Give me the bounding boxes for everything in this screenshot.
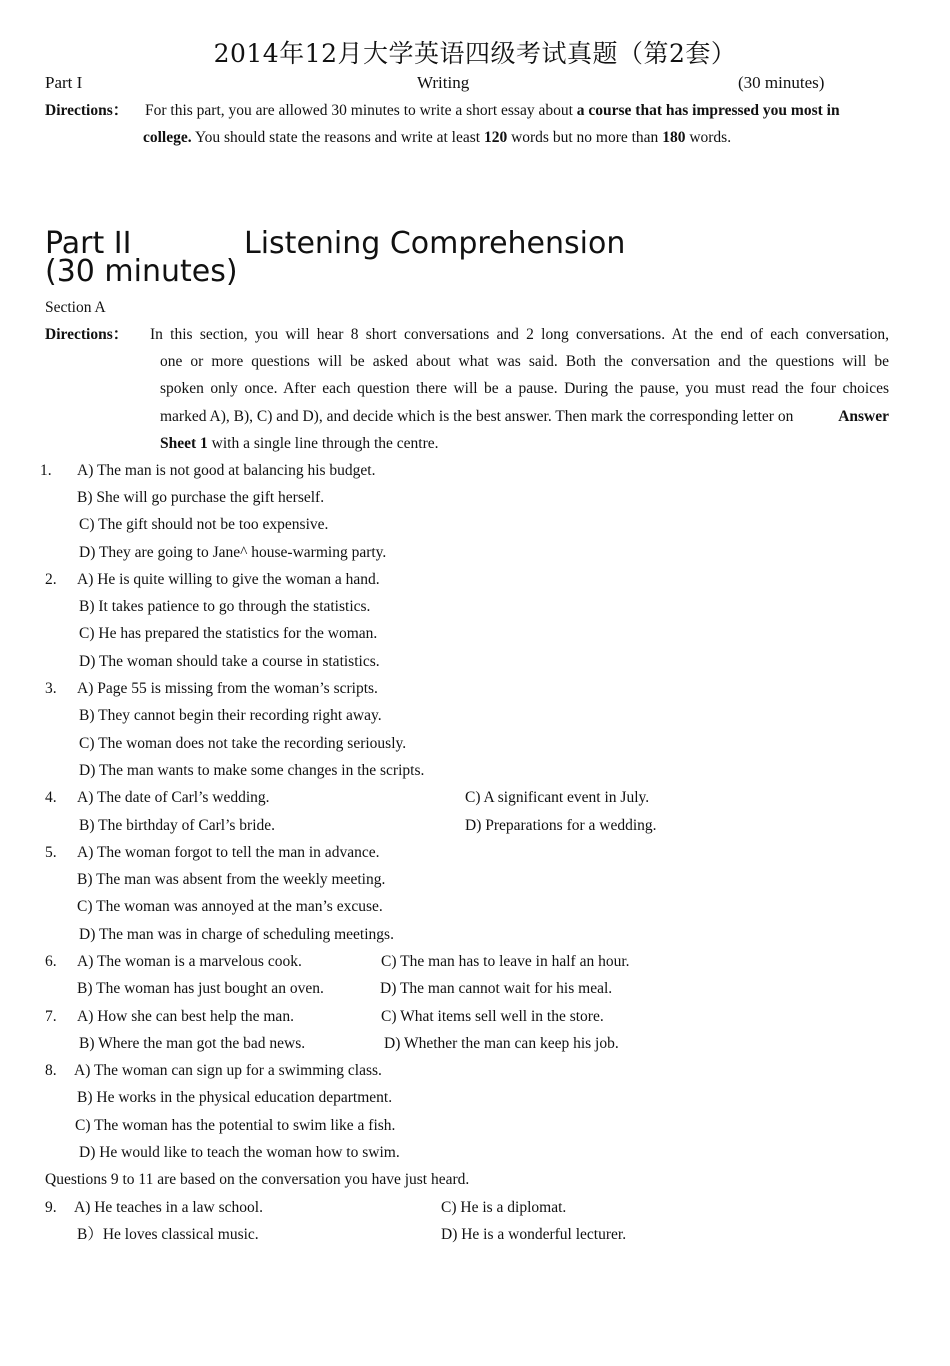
part1-directions-line1: For this part, you are allowed 30 minutes to write a short essay about a course that has impressed you most in [145,102,840,119]
q6-option-c: C) The man has to leave in half an hour. [381,953,630,970]
q2-option-b: B) It takes patience to go through the statistics. [79,598,371,615]
q1-option-c: C) The gift should not be too expensive. [79,516,329,533]
part1-name: Writing [417,73,470,92]
q4-option-c: C) A significant event in July. [465,789,650,806]
q6-option-b: B) The woman has just bought an oven. [77,980,324,997]
q3-number: 3. [45,680,57,697]
q5-option-d: D) The man was in charge of scheduling meetings. [79,926,394,943]
part2-directions-line3: spoken only once. After each question there will be a pause. During the pause, you must read the four choices [160,380,889,397]
q3-option-a: A) Page 55 is missing from the woman’s scripts. [77,680,378,697]
part2-directions-label: Directions： [45,326,129,343]
q5-option-c: C) The woman was annoyed at the man’s excuse. [77,898,383,915]
part2-label: Part II [45,226,132,261]
q8-option-d: D) He would like to teach the woman how to swim. [79,1144,400,1161]
questions-9-11-note: Questions 9 to 11 are based on the conversation you have just heard. [45,1171,470,1188]
q8-option-c: C) The woman has the potential to swim like a fish. [75,1117,396,1134]
q8-option-a: A) The woman can sign up for a swimming class. [74,1062,382,1079]
q7-option-d: D) Whether the man can keep his job. [384,1035,619,1052]
part1-label: Part I [45,73,83,92]
q4-option-b: B) The birthday of Carl’s bride. [79,817,276,834]
q1-option-b: B) She will go purchase the gift herself. [77,489,325,506]
part1-directions-label: Directions： [45,102,129,119]
q7-option-b: B) Where the man got the bad news. [79,1035,306,1052]
part2-directions-line1: In this section, you will hear 8 short conversations and 2 long conversations. At the end of each conversation, [150,326,889,343]
q4-number: 4. [45,789,57,806]
part2-directions-line5: Sheet 1 with a single line through the centre. [160,435,439,452]
q1-option-a: A) The man is not good at balancing his budget. [77,462,376,479]
q4-option-a: A) The date of Carl’s wedding. [77,789,270,806]
part2-directions-line2: one or more questions will be asked about what was said. Both the conversation and the questions will be [160,353,889,370]
q2-option-a: A) He is quite willing to give the woman a hand. [77,571,380,588]
q8-option-b: B) He works in the physical education department. [77,1089,393,1106]
q6-option-d: D) The man cannot wait for his meal. [380,980,613,997]
q2-number: 2. [45,571,57,588]
q9-option-d: D) He is a wonderful lecturer. [441,1226,627,1243]
q3-option-b: B) They cannot begin their recording right away. [79,707,382,724]
q6-option-a: A) The woman is a marvelous cook. [77,953,302,970]
q5-option-a: A) The woman forgot to tell the man in advance. [77,844,380,861]
exam-title: 2014年12月大学英语四级考试真题（第2套） [213,39,737,68]
q1-number: 1. [40,462,52,479]
part2-directions-line4: marked A), B), C) and D), and decide which is the best answer. Then mark the corresponding letter on Answer [160,408,889,425]
q9-option-b: B）He loves classical music. [77,1226,259,1243]
q9-option-a: A) He teaches in a law school. [74,1199,263,1216]
q7-number: 7. [45,1008,57,1025]
q1-option-d: D) They are going to Jane^ house-warming party. [79,544,387,561]
q2-option-d: D) The woman should take a course in statistics. [79,653,380,670]
part2-heading [45,226,626,289]
q9-number: 9. [45,1199,57,1216]
q4-option-d: D) Preparations for a wedding. [465,817,657,834]
q3-option-d: D) The man wants to make some changes in the scripts. [79,762,425,779]
q9-option-c: C) He is a diplomat. [441,1199,567,1216]
q3-option-c: C) The woman does not take the recording seriously. [79,735,407,752]
q7-option-c: C) What items sell well in the store. [381,1008,604,1025]
q5-number: 5. [45,844,57,861]
part1-directions-line2: college. You should state the reasons and write at least 120 words but no more than 180 words. [143,129,732,146]
q2-option-c: C) He has prepared the statistics for the woman. [79,625,378,642]
q7-option-a: A) How she can best help the man. [77,1008,294,1025]
part1-time: (30 minutes) [738,73,825,92]
q8-number: 8. [45,1062,57,1079]
part2-name: Listening Comprehension [244,226,626,261]
q6-number: 6. [45,953,57,970]
part2-time: (30 minutes) [45,254,238,289]
q5-option-b: B) The man was absent from the weekly meeting. [77,871,386,888]
section-a-label: Section A [45,299,106,316]
